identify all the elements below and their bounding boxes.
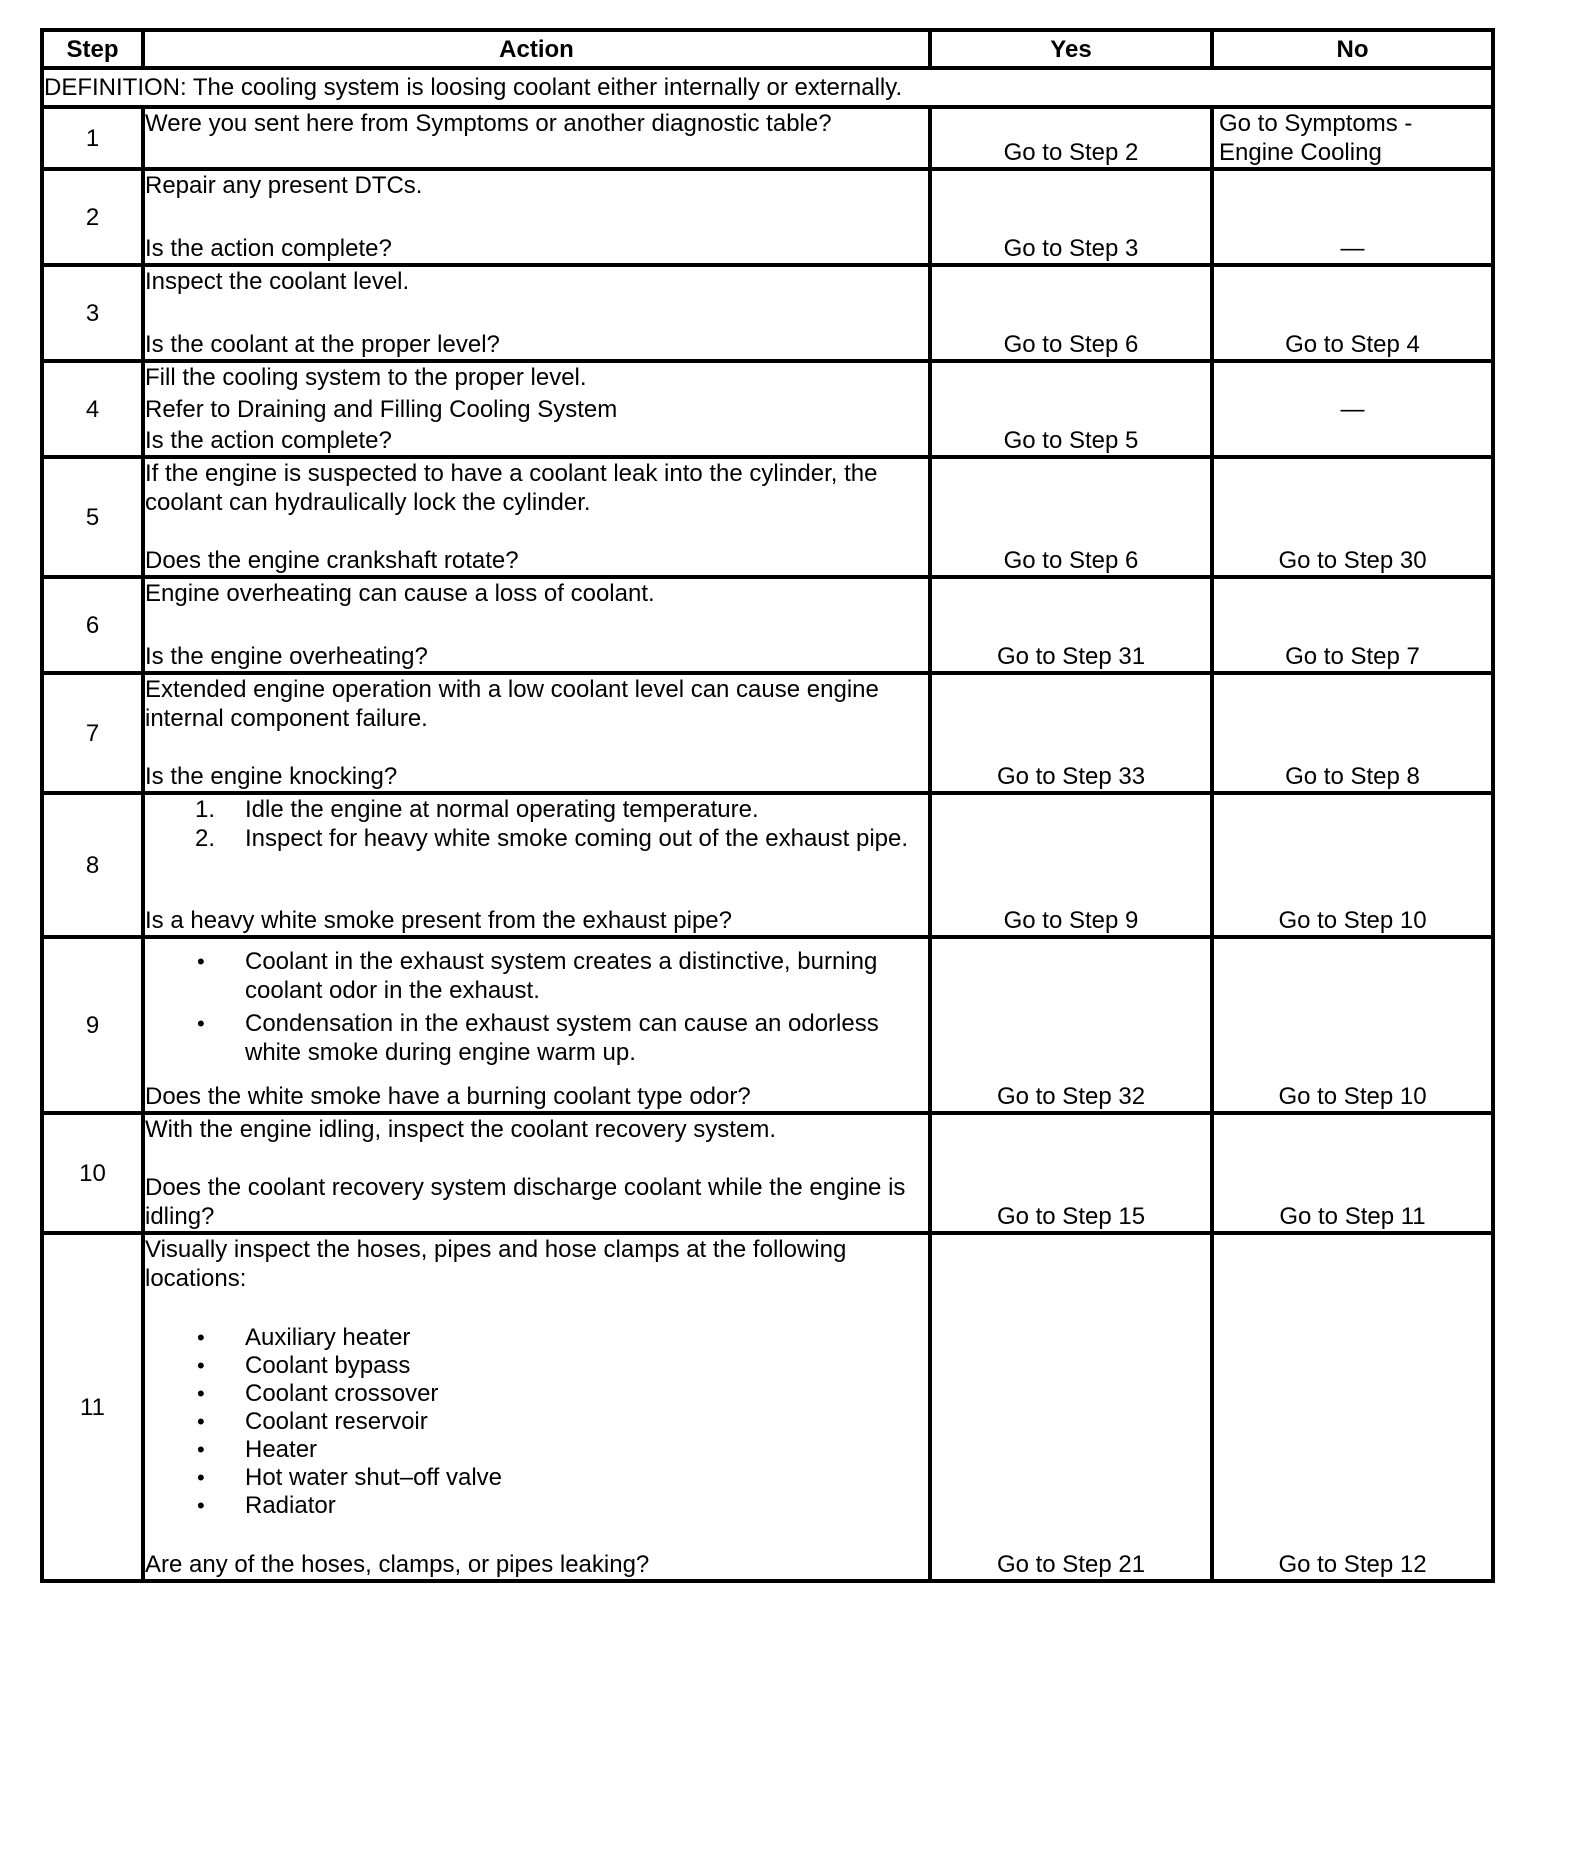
yes-cell: Go to Step 3	[930, 169, 1212, 265]
step-number: 4	[42, 361, 143, 457]
list-item	[145, 1009, 928, 1067]
no-cell: —	[1212, 361, 1493, 457]
yes-cell: Go to Step 33	[930, 673, 1212, 793]
list-item	[145, 1464, 928, 1492]
action-question: Is a heavy white smoke present from the exhaust pipe?	[145, 907, 732, 934]
table-row	[42, 1233, 1493, 1581]
bullet-marker: •	[197, 1436, 205, 1462]
action-text: Fill the cooling system to the proper level.	[145, 364, 587, 391]
list-item-text: Inspect for heavy white smoke coming out of the exhaust pipe.	[245, 825, 909, 852]
action-text: Repair any present DTCs.	[145, 172, 423, 199]
step-number: 6	[42, 577, 143, 673]
list-item	[145, 1324, 928, 1352]
list-item	[145, 947, 928, 1005]
action-cell	[143, 577, 930, 673]
table-row	[42, 577, 1493, 673]
list-item-text: Coolant reservoir	[245, 1407, 428, 1435]
list-item	[145, 1436, 928, 1464]
action-question: Is the engine overheating?	[145, 643, 428, 670]
yes-cell: Go to Step 6	[930, 265, 1212, 361]
no-cell: Go to Step 8	[1212, 673, 1493, 793]
header-yes: Yes	[930, 30, 1212, 68]
action-text: Were you sent here from Symptoms or another diagnostic table?	[145, 110, 832, 137]
action-text: Inspect the coolant level.	[145, 268, 410, 295]
step-number: 5	[42, 457, 143, 577]
action-question: Is the engine knocking?	[145, 763, 398, 790]
step-number: 1	[42, 107, 143, 169]
table-row	[42, 457, 1493, 577]
header-step: Step	[42, 30, 143, 68]
list-item	[145, 795, 928, 824]
bullet-marker: •	[197, 1324, 205, 1350]
list-item-text: Idle the engine at normal operating temperature.	[245, 796, 759, 823]
definition-text: DEFINITION: The cooling system is loosing coolant either internally or externally.	[42, 68, 1493, 107]
yes-cell: Go to Step 32	[930, 937, 1212, 1113]
yes-cell: Go to Step 21	[930, 1233, 1212, 1581]
table-row	[42, 937, 1493, 1113]
no-cell: Go to Step 10	[1212, 937, 1493, 1113]
header-row	[42, 30, 1493, 68]
no-cell: Go to Step 7	[1212, 577, 1493, 673]
list-item-text: Coolant crossover	[245, 1379, 439, 1407]
action-cell	[143, 169, 930, 265]
step-number: 11	[42, 1233, 143, 1581]
bullet-marker: •	[197, 1464, 205, 1490]
yes-cell: Go to Step 2	[930, 107, 1212, 169]
list-item	[145, 1352, 928, 1380]
action-cell	[143, 793, 930, 937]
no-cell: Go to Step 4	[1212, 265, 1493, 361]
action-text: Visually inspect the hoses, pipes and hose clamps at the following locations:	[145, 1236, 847, 1292]
no-cell: Go to Step 30	[1212, 457, 1493, 577]
action-text: Engine overheating can cause a loss of coolant.	[145, 580, 655, 607]
table-row	[42, 169, 1493, 265]
action-cell	[143, 457, 930, 577]
step-number: 9	[42, 937, 143, 1113]
step-number: 8	[42, 793, 143, 937]
no-cell: Go to Step 11	[1212, 1113, 1493, 1233]
bullet-marker: •	[197, 1408, 205, 1434]
action-question: Is the coolant at the proper level?	[145, 331, 500, 358]
table-row	[42, 673, 1493, 793]
step-number: 3	[42, 265, 143, 361]
no-cell: Go to Step 10	[1212, 793, 1493, 937]
bullet-marker: •	[197, 1492, 205, 1518]
action-reference: Refer to Draining and Filling Cooling System	[145, 395, 618, 423]
action-cell	[143, 673, 930, 793]
action-cell	[143, 1113, 930, 1233]
table-row	[42, 793, 1493, 937]
action-cell	[143, 937, 930, 1113]
list-item-text: Heater	[245, 1435, 318, 1463]
list-item-text: Condensation in the exhaust system can cause an odorless white smoke during engine warm up.	[245, 1010, 879, 1066]
bullet-marker: •	[197, 1352, 205, 1378]
location-list	[145, 1324, 928, 1520]
bullet-list	[145, 939, 928, 1067]
table-row	[42, 265, 1493, 361]
yes-cell: Go to Step 31	[930, 577, 1212, 673]
bullet-marker: •	[197, 1380, 205, 1406]
action-question: Does the engine crankshaft rotate?	[145, 547, 519, 574]
no-cell	[1212, 107, 1493, 169]
list-item-text: Coolant in the exhaust system creates a distinctive, burning coolant odor in the exhaust.	[245, 948, 878, 1004]
list-item-text: Radiator	[245, 1491, 336, 1519]
action-question: Is the action complete?	[145, 427, 392, 454]
action-question: Is the action complete?	[145, 235, 392, 262]
table-row	[42, 1113, 1493, 1233]
list-marker: 2.	[195, 825, 216, 852]
no-cell: —	[1212, 169, 1493, 265]
list-item-text: Hot water shut–off valve	[245, 1463, 503, 1491]
action-question: Are any of the hoses, clamps, or pipes leaking?	[145, 1551, 650, 1578]
action-cell	[143, 107, 930, 169]
definition-row	[42, 68, 1493, 107]
list-item	[145, 1492, 928, 1520]
list-item	[145, 1408, 928, 1436]
numbered-list	[145, 795, 928, 853]
list-item	[145, 824, 928, 853]
bullet-marker: •	[197, 949, 205, 974]
yes-cell: Go to Step 15	[930, 1113, 1212, 1233]
list-item-text: Auxiliary heater	[245, 1323, 411, 1351]
header-action: Action	[143, 30, 930, 68]
list-marker: 1.	[195, 796, 216, 823]
list-item-text: Coolant bypass	[245, 1351, 411, 1379]
step-number: 2	[42, 169, 143, 265]
action-text: With the engine idling, inspect the coolant recovery system.	[145, 1116, 776, 1143]
header-no: No	[1212, 30, 1493, 68]
diagnostic-table	[40, 28, 1495, 1583]
yes-cell: Go to Step 6	[930, 457, 1212, 577]
no-text-line2: Engine Cooling	[1219, 139, 1382, 166]
action-cell	[143, 1233, 930, 1581]
yes-cell: Go to Step 5	[930, 361, 1212, 457]
action-cell	[143, 361, 930, 457]
action-cell	[143, 265, 930, 361]
action-question: Does the coolant recovery system discharge coolant while the engine is idling?	[145, 1174, 906, 1230]
step-number: 10	[42, 1113, 143, 1233]
list-item	[145, 1380, 928, 1408]
action-text: If the engine is suspected to have a coolant leak into the cylinder, the coolant can hydraulically lock the cylinder.	[145, 460, 878, 516]
no-cell: Go to Step 12	[1212, 1233, 1493, 1581]
bullet-marker: •	[197, 1011, 205, 1036]
table-row	[42, 107, 1493, 169]
table-row	[42, 361, 1493, 457]
action-text: Extended engine operation with a low coolant level can cause engine internal component failure.	[145, 676, 879, 732]
action-question: Does the white smoke have a burning coolant type odor?	[145, 1083, 751, 1110]
no-text-line1: Go to Symptoms -	[1219, 110, 1413, 137]
yes-cell: Go to Step 9	[930, 793, 1212, 937]
step-number: 7	[42, 673, 143, 793]
